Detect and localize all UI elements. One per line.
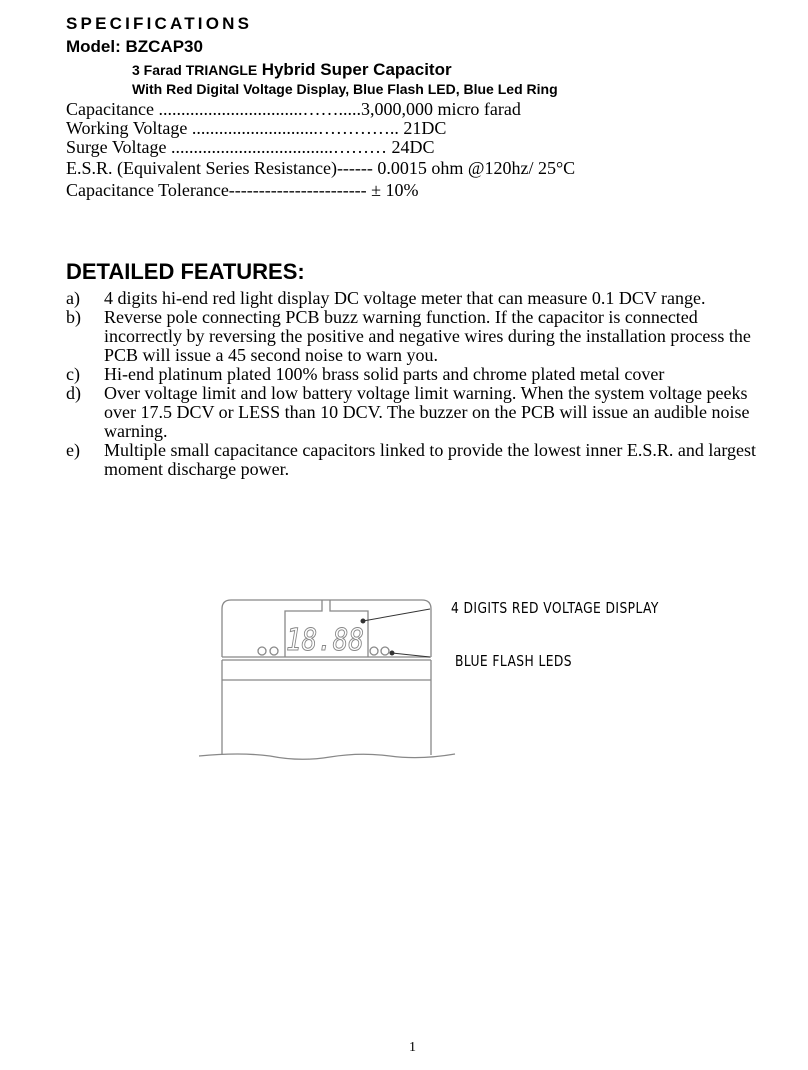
feature-text: Hi-end platinum plated 100% brass solid parts and chrome plated metal cover: [104, 364, 665, 384]
callout-display-label: 4 DIGITS RED VOLTAGE DISPLAY: [451, 599, 659, 617]
feature-text: Over voltage limit and low battery voltage limit warning. When the system voltage peeks over 17.5 DCV or LESS than 10 DCV. The buzzer on the PCB will issue an audible noise warning.: [104, 383, 750, 441]
callout-dot-display: [361, 619, 365, 623]
spec-surge-voltage: Surge Voltage ....................................……… 24DC: [66, 137, 435, 157]
feature-letter: a): [66, 288, 80, 308]
feature-text: Reverse pole connecting PCB buzz warning function. If the capacitor is connected incorrectly by reversing the positive and negative wires during the installation process the PCB will issue a 45 second noise to warn you.: [104, 307, 751, 365]
led-left-2: [270, 647, 278, 655]
page-number: 1: [409, 1040, 416, 1055]
model-number: Model: BZCAP30: [66, 37, 203, 56]
product-subtitle-2: With Red Digital Voltage Display, Blue Flash LED, Blue Led Ring: [132, 81, 558, 97]
spec-esr: E.S.R. (Equivalent Series Resistance)------ 0.0015 ohm @120hz/ 25°C: [66, 158, 576, 178]
led-right-2: [381, 647, 389, 655]
feature-letter: b): [66, 307, 81, 327]
callout-line-display: [363, 609, 430, 621]
subtitle-part-1: 3 Farad TRIANGLE: [132, 62, 258, 78]
display-digits: 18.88: [286, 623, 364, 658]
spec-working-voltage: Working Voltage ............................………….. 21DC: [66, 118, 447, 138]
feature-letter: c): [66, 364, 80, 384]
led-right-1: [370, 647, 378, 655]
feature-letter: d): [66, 383, 81, 403]
features-heading: DETAILED FEATURES:: [66, 259, 305, 284]
spec-tolerance: Capacitance Tolerance----------------------- ± 10%: [66, 180, 419, 200]
break-line: [199, 754, 455, 759]
callout-leds-label: BLUE FLASH LEDS: [455, 652, 573, 670]
feature-letter: e): [66, 440, 80, 460]
specifications-heading: SPECIFICATIONS: [66, 14, 253, 33]
subtitle-part-2: Hybrid Super Capacitor: [261, 60, 452, 79]
callout-dot-leds: [390, 651, 394, 655]
feature-text: 4 digits hi-end red light display DC voltage meter that can measure 0.1 DCV range.: [104, 288, 706, 308]
spec-capacitance: Capacitance ................................…….....3,000,000 micro farad: [66, 99, 521, 119]
led-left-1: [258, 647, 266, 655]
feature-text: Multiple small capacitance capacitors linked to provide the lowest inner E.S.R. and largest moment discharge power.: [104, 440, 756, 479]
